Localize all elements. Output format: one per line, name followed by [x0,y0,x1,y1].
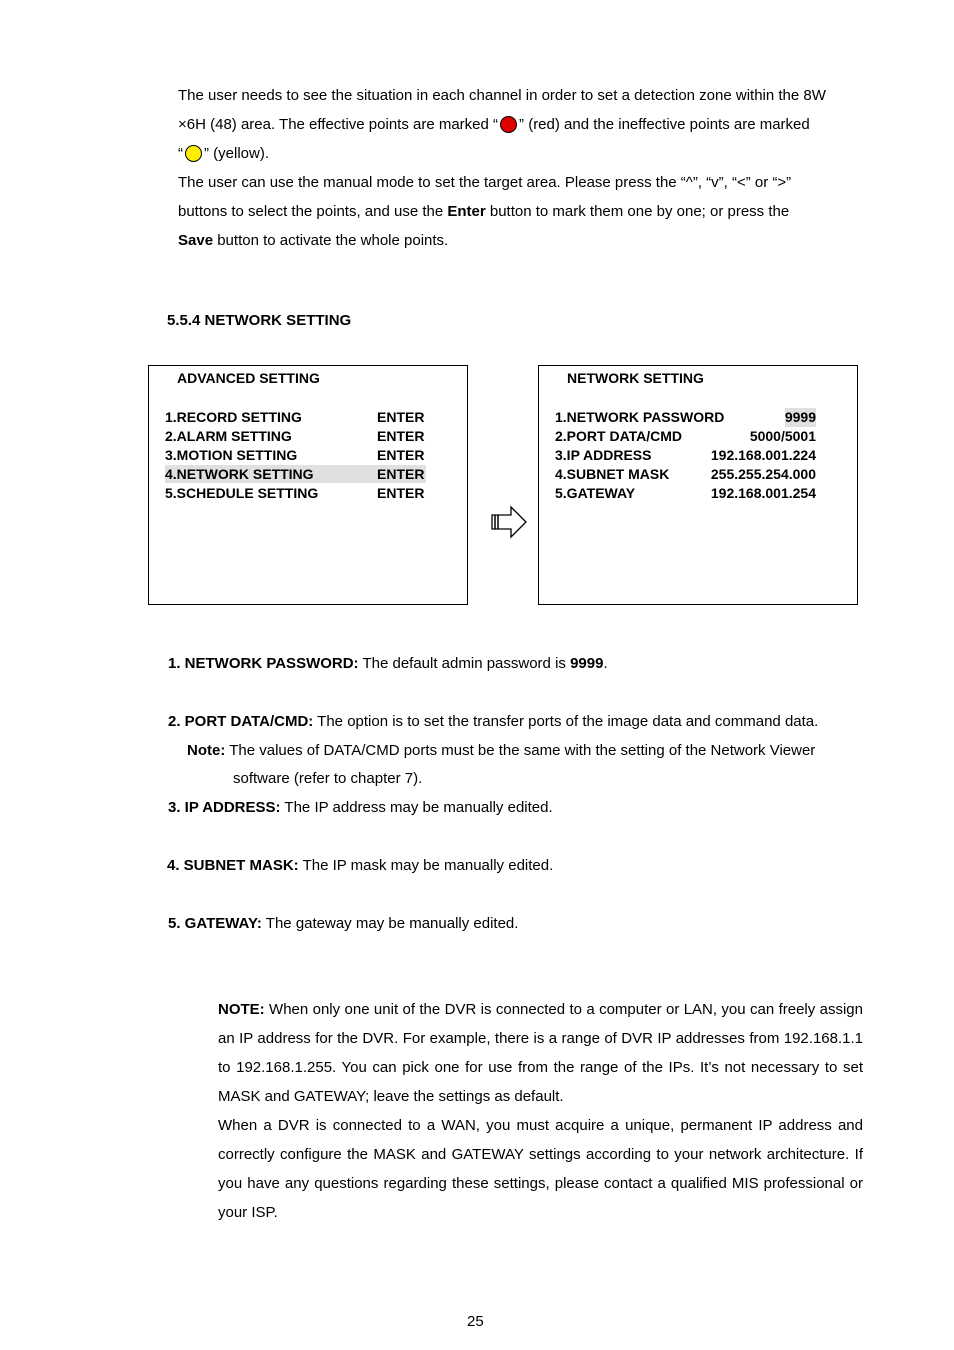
intro-line-3 [178,144,269,164]
save-keyword: Save [178,232,214,249]
menu-item-record[interactable]: 1.RECORD SETTING [165,409,302,425]
menu-item-record-enter[interactable]: ENTER [377,409,425,425]
desc-text: The IP address may be manually edited. [280,799,553,816]
subnet-mask-label[interactable]: 4.SUBNET MASK [555,466,670,482]
menu-item-network[interactable]: 4.NETWORK SETTING [165,466,314,482]
note-paragraph-2: When a DVR is connected to a WAN, you must acquire a unique, permanent IP address and correctly configure the MASK and GATEWAY settings according to your network architecture. If you have any questions regarding these settings, please contact a qualified MIS professional or your ISP. [218,1117,863,1221]
network-password-label[interactable]: 1.NETWORK PASSWORD [555,409,725,425]
ip-address-value[interactable]: 192.168.001.224 [710,447,816,463]
note-block-text: When only one unit of the DVR is connected to a computer or LAN, you can freely assign an IP address for the DVR. For example, there is a range of DVR IP addresses from 192.168.1.1 to 192.168.1.255. You can pick one for use from the range of the IPs. It’s not necessary to set MASK and GATEWAY; leave the settings as default. [218,1001,863,1105]
menu-item-schedule-enter[interactable]: ENTER [377,485,425,501]
desc-label: 2. PORT DATA/CMD: [168,713,314,730]
menu-item-alarm-enter[interactable]: ENTER [377,428,425,444]
desc-port-data-cmd [168,712,818,732]
desc-text: The default admin password is [358,655,571,672]
gateway-value[interactable]: 192.168.001.254 [710,485,816,501]
network-setting-menu [538,365,858,605]
desc-note [187,741,815,761]
desc-ip-address [168,798,553,818]
yellow-dot-icon [185,145,202,162]
right-arrow-icon [489,505,529,539]
intro-line-1: The user needs to see the situation in each channel in order to set a detection zone within the 8W [178,87,826,104]
enter-keyword: Enter [447,203,486,220]
intro-text: ” (yellow). [204,145,270,162]
intro-line-2 [178,115,810,135]
intro-line-5 [178,202,789,222]
advanced-menu-title: ADVANCED SETTING [177,370,320,386]
menu-item-schedule[interactable]: 5.SCHEDULE SETTING [165,485,319,501]
desc-note-line2: software (refer to chapter 7). [233,770,423,787]
desc-text: The option is to set the transfer ports of the image data and command data. [313,713,819,730]
desc-text: . [603,655,608,672]
intro-text: button to mark them one by one; or press the [485,203,790,220]
port-data-cmd-value[interactable]: 5000/5001 [749,428,816,444]
section-heading: 5.5.4 NETWORK SETTING [167,312,352,329]
desc-gateway [168,914,518,934]
menu-item-motion-enter[interactable]: ENTER [377,447,425,463]
desc-label: 4. SUBNET MASK: [167,857,299,874]
desc-subnet-mask [167,856,553,876]
intro-text: button to activate the whole points. [213,232,449,249]
desc-text: The IP mask may be manually edited. [298,857,554,874]
menu-item-network-enter[interactable]: ENTER [377,466,425,482]
note-block-label: NOTE: [218,1001,265,1018]
ip-address-label[interactable]: 3.IP ADDRESS [555,447,652,463]
desc-label: 1. NETWORK PASSWORD: [168,655,359,672]
note-block [218,995,863,1227]
desc-network-password [168,654,608,674]
desc-label: 5. GATEWAY: [168,915,262,932]
intro-text: ×6H (48) area. The effective points are marked “ [178,116,499,133]
desc-text: The gateway may be manually edited. [261,915,519,932]
intro-text: ” (red) and the ineffective points are marked [519,116,810,133]
desc-label: 3. IP ADDRESS: [168,799,281,816]
network-password-value[interactable]: 9999 [784,409,816,425]
advanced-setting-menu [148,365,468,605]
note-label: Note: [187,742,226,759]
note-paragraph-1 [218,995,863,1111]
page-number: 25 [467,1313,484,1330]
red-dot-icon [500,116,517,133]
note-text: The values of DATA/CMD ports must be the same with the setting of the Network Viewer [225,742,816,759]
subnet-mask-value[interactable]: 255.255.254.000 [710,466,816,482]
intro-line-6 [178,231,448,251]
intro-text: “ [178,145,183,162]
desc-value: 9999 [570,655,604,672]
gateway-label[interactable]: 5.GATEWAY [555,485,636,501]
menu-item-alarm[interactable]: 2.ALARM SETTING [165,428,292,444]
menu-item-motion[interactable]: 3.MOTION SETTING [165,447,298,463]
network-menu-title: NETWORK SETTING [567,370,704,386]
intro-text: buttons to select the points, and use the [178,203,448,220]
port-data-cmd-label[interactable]: 2.PORT DATA/CMD [555,428,683,444]
intro-line-4: The user can use the manual mode to set the target area. Please press the “^”, “v”, “<” or “>” [178,174,792,191]
